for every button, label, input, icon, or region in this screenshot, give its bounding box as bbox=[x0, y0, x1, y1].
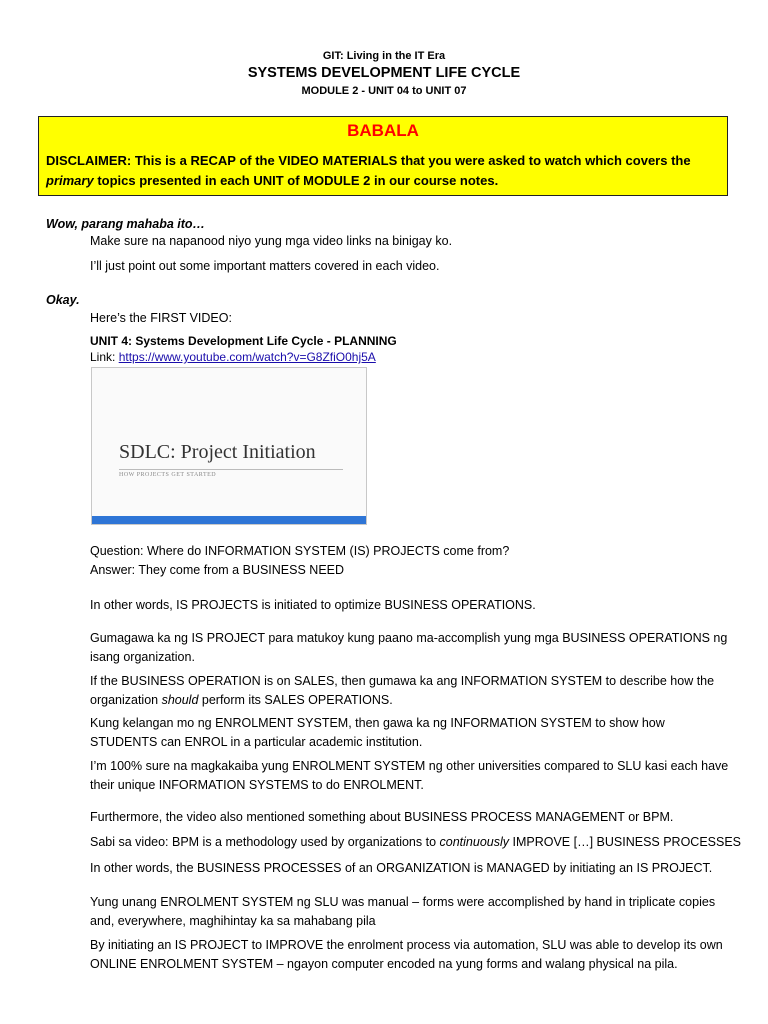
unit-title: UNIT 4: Systems Development Life Cycle - PLANNING bbox=[90, 334, 397, 348]
paragraph-7-emphasis: continuously bbox=[439, 835, 510, 849]
paragraph-2: Gumagawa ka ng IS PROJECT para matukoy kung paano ma-accomplish yung mga BUSINESS OPERATIONS ng isang organization. bbox=[90, 631, 728, 664]
banner-title: BABALA bbox=[347, 121, 419, 140]
youtube-link[interactable]: https://www.youtube.com/watch?v=G8ZfiO0hj5A bbox=[118, 350, 376, 364]
disclaimer-text bbox=[46, 151, 716, 191]
intro-line-2: I’ll just point out some important matters covered in each video. bbox=[90, 259, 440, 273]
video-link-line bbox=[90, 349, 376, 365]
link-label: Link: bbox=[90, 350, 119, 364]
paragraph-3 bbox=[90, 672, 730, 710]
first-video-label: Here’s the FIRST VIDEO: bbox=[90, 311, 232, 325]
disclaimer-line-2-post: topics presented in each UNIT of MODULE 2 in our course notes. bbox=[93, 173, 499, 188]
paragraph-3-post: perform its SALES OPERATIONS. bbox=[198, 693, 393, 707]
document-title: SYSTEMS DEVELOPMENT LIFE CYCLE bbox=[247, 65, 521, 81]
answer-line: Answer: They come from a BUSINESS NEED bbox=[90, 563, 345, 577]
paragraph-3-pre: If the BUSINESS OPERATION is on SALES, then gumawa ka ang INFORMATION SYSTEM to describe how the organization bbox=[90, 674, 715, 707]
course-title: GIT: Living in the IT Era bbox=[322, 50, 446, 62]
paragraph-10: By initiating an IS PROJECT to IMPROVE the enrolment process via automation, SLU was able to develop its own ONLINE ENROLMENT SYSTEM – ngayon computer encoded na yung forms and walang physical na pila. bbox=[90, 938, 723, 971]
thumbnail-footer-bar bbox=[92, 516, 366, 524]
intro-heading: Wow, parang mahaba ito… bbox=[46, 217, 206, 231]
paragraph-6: Furthermore, the video also mentioned something about BUSINESS PROCESS MANAGEMENT or BPM. bbox=[90, 810, 674, 824]
intro-line-1: Make sure na napanood niyo yung mga video links na binigay ko. bbox=[90, 234, 453, 248]
module-subtitle: MODULE 2 - UNIT 04 to UNIT 07 bbox=[301, 85, 467, 97]
okay-heading: Okay. bbox=[46, 293, 80, 307]
paragraph-7 bbox=[90, 834, 741, 850]
paragraph-3-emphasis: should bbox=[161, 693, 199, 707]
disclaimer-emphasis: primary bbox=[46, 173, 94, 188]
paragraph-5: I’m 100% sure na magkakaiba yung ENROLMENT SYSTEM ng other universities compared to SLU kasi each have their unique INFORMATION SYSTEMS to do ENROLMENT. bbox=[90, 759, 729, 792]
video-thumbnail[interactable] bbox=[91, 367, 367, 525]
paragraph-9: Yung unang ENROLMENT SYSTEM ng SLU was manual – forms were accomplished by hand in triplicate copies and, everywhere, maghihintay ka sa mahabang pila bbox=[90, 895, 716, 928]
paragraph-7-pre: Sabi sa video: BPM is a methodology used by organizations to bbox=[90, 835, 440, 849]
disclaimer-banner bbox=[38, 116, 728, 196]
thumbnail-title: SDLC: Project Initiation bbox=[119, 441, 316, 463]
paragraph-1: In other words, IS PROJECTS is initiated to optimize BUSINESS OPERATIONS. bbox=[90, 598, 536, 612]
paragraph-4: Kung kelangan mo ng ENROLMENT SYSTEM, then gawa ka ng INFORMATION SYSTEM to show how STUDENTS can ENROL in a particular academic institution. bbox=[90, 716, 665, 749]
question-line: Question: Where do INFORMATION SYSTEM (IS) PROJECTS come from? bbox=[90, 544, 510, 558]
paragraph-7-post: IMPROVE […] BUSINESS PROCESSES bbox=[509, 835, 742, 849]
paragraph-8: In other words, the BUSINESS PROCESSES of an ORGANIZATION is MANAGED by initiating an IS PROJECT. bbox=[90, 861, 713, 875]
disclaimer-line-1: DISCLAIMER: This is a RECAP of the VIDEO MATERIALS that you were asked to watch which covers the bbox=[46, 153, 691, 168]
thumbnail-divider bbox=[119, 469, 343, 470]
thumbnail-subtitle: HOW PROJECTS GET STARTED bbox=[119, 472, 217, 478]
